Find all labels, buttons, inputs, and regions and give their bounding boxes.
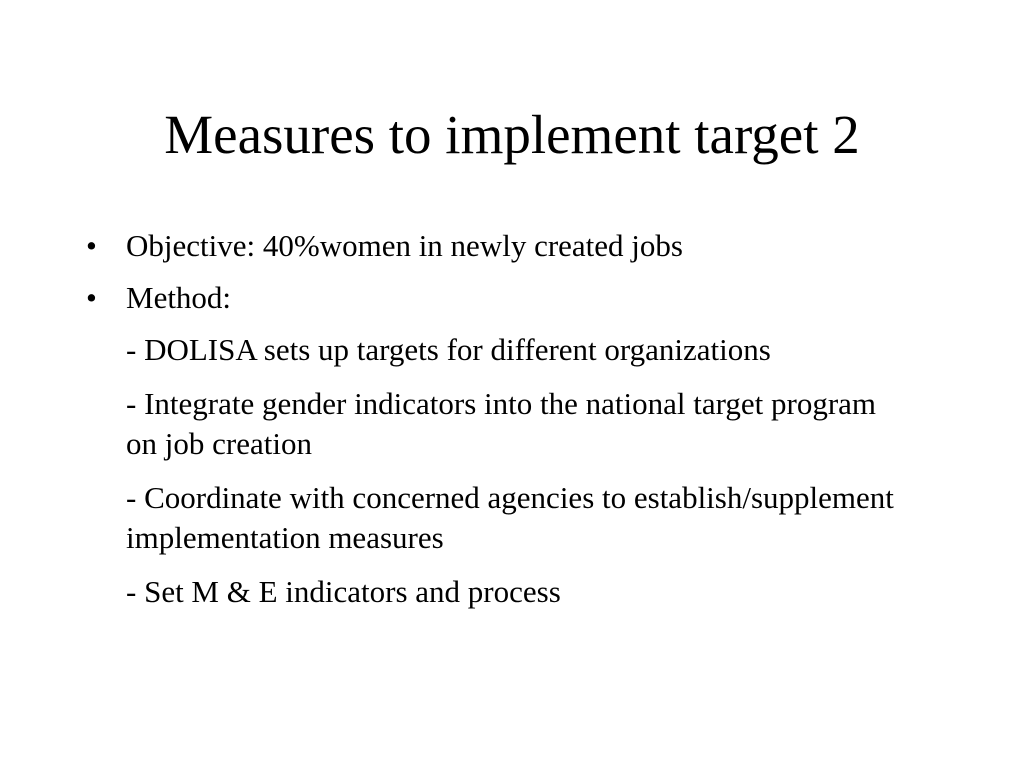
bullet-marker: • (86, 280, 97, 315)
bullet-text: Method: (126, 280, 232, 315)
method-item-gender-indicators: - Integrate gender indicators into the national target program on job creation (126, 386, 877, 461)
bullet-marker: • (86, 228, 97, 263)
method-item-coordinate-agencies: - Coordinate with concerned agencies to establish/supplement implementation measures (126, 480, 894, 555)
bullet-text: Objective: 40%women in newly created jobs (126, 228, 683, 263)
bullet-method (84, 278, 904, 318)
method-item-me-indicators: - Set M & E indicators and process (126, 574, 561, 609)
method-item-dolisa-targets: - DOLISA sets up targets for different organizations (126, 332, 771, 367)
slide-content (84, 226, 904, 626)
bullet-objective (84, 226, 904, 266)
slide-title: Measures to implement target 2 (164, 104, 860, 165)
